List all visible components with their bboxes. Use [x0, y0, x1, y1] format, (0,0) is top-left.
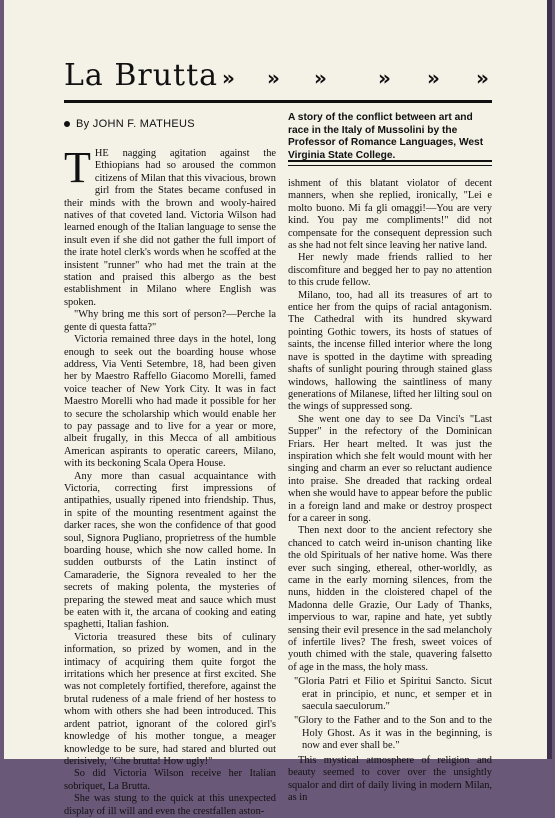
text-column-left [64, 143, 276, 818]
latin-quote: "Gloria Patri et Filio et Spiritui Sancto. Sicut erat in principio, et nunc, et semper et in saecula saeculorum." [294, 676, 492, 713]
dek-rule-thin [288, 165, 492, 166]
chevron-ornament: » [267, 66, 280, 90]
paragraph-text: HE nagging agitation against the Ethiopians had so aroused the common citizens of Milan that this vivacious, brown girl from the States became confused in their minds with the brown and wooly-haired natives of that coveted land. Victoria Wilson had learned enough of the Italian language to sense the insult even if she did not gather the full import of the irate hotel clerk's words when he scoffed at the insistent "runner" who had met the train at the station and praised this albergo as the best establishment in Milano where English was spoken. [64, 148, 276, 308]
drop-cap: T [64, 143, 91, 192]
chevron-ornament: » [222, 66, 235, 90]
text-column-right [288, 178, 492, 804]
chevron-ornament: » [476, 66, 489, 90]
chevron-ornament: » [314, 66, 327, 90]
title-rule [64, 100, 492, 103]
paragraph: So did Victoria Wilson receive her Italian sobriquet, La Brutta. [64, 768, 276, 792]
dek-rule [288, 160, 492, 162]
paragraph: Victoria treasured these bits of culinary information, so prized by women, and in the intimacy of acquiring them quite forgot the irritations which her presence at first excited. She was not completely fortified, therefore, against the brutal rudeness of a male friend of her hostess to whom with others she had been introduced. This ardent patriot, ignorant of the colored girl's knowledge of his mother tongue, a meager knowledge to be sure, had stared and blurted out derisively, "Che brutta! How ugly!" [64, 631, 276, 767]
paragraph: This mystical atmosphere of religion and beauty seemed to cover over the unsightly squalor and dirt of daily living in modern Milan, as in [288, 754, 492, 803]
byline-text: By JOHN F. MATHEUS [76, 118, 195, 130]
bullet-icon [64, 121, 70, 127]
chevron-ornament: » [378, 66, 391, 90]
paragraph: Then next door to the ancient refectory she chanced to catch weird in-unison chanting like the old Spirituals of her native home. Was there ever such singing, ethereal, other-worldly, as came in the early morning silences, from the nuns, hidden in the cloistered chapel of the Madonna delle Grazie, Our Lady of Thanks, impervious to war, rapine and hate, yet subtly sensing their evil presence in the sad melancholy of infertile lives? The fresh, sweet voices of youth chimed with the stale, quavering falsetto of age in the mass, the holy mass. [288, 525, 492, 673]
byline [64, 118, 195, 130]
paragraph: Victoria remained three days in the hotel, long enough to seek out the boarding house whose address, Via Venti Setembre, 18, had been given her by Maestro Raffello Giacomo Morelli, famed voice teacher of New York City. It was in fact Maestro Morelli who had made it possible for her to secure the scholarship which would enable her to pay passage and to live for a year or more, albeit frugally, in this Mecca of all ambitious American aspirants to operatic careers, Milano, with its beckoning Scala Opera House. [64, 334, 276, 470]
binding-edge [547, 0, 552, 759]
paragraph: Her newly made friends rallied to her discomfiture and begged her to pay no attention to this crude fellow. [288, 252, 492, 289]
article-dek: A story of the conflict between art and race in the Italy of Mussolini by the Professor of Romance Languages, West Virginia State College. [288, 112, 484, 161]
chevron-ornament: » [427, 66, 440, 90]
paragraph [64, 143, 276, 309]
paragraph: Any more than casual acquaintance with Victoria, correcting first impressions of antipathies, usually ripened into friendship. Thus, in spite of the mounting resentment against the darker races, she won the confidence of that good soul, Signora Pugliano, proprietress of the humble boarding house, which she now called home. In sudden outbursts of the Latin instinct of Camaraderie, the Signora revealed to her the secrets of making polenta, the mysteries of preparing the stewed meat and sauce which must be eaten with it, the arcana of cooking and eating spaghetti, Italian fashion. [64, 470, 276, 631]
magazine-page [4, 0, 552, 817]
paragraph: ishment of this blatant violator of decent manners, when she replied, ironically, "Lei e molto buono. Mi fa gli omaggi!—You are very kind. You pay me compliments!" did not compensate for the consequent depression such as she had not felt since leaving her native land. [288, 178, 492, 252]
article-title: La Brutta [64, 58, 219, 93]
paragraph: She went one day to see Da Vinci's "Last Supper" in the refectory of the Dominican Friars. Her heart melted. It was just the inspiration which she felt would mount with her singing and charm an ever so reluctant audience into praise. She dreaded that racking ordeal when she would have to appear before the public in a foreign land and make or destroy prospect for a career in song. [288, 413, 492, 524]
paragraph: "Why bring me this sort of person?—Perche la gente di questa fatta?" [64, 309, 276, 333]
paragraph: She was stung to the quick at this unexpected display of ill will and even the crestfallen aston- [64, 793, 276, 817]
paragraph: Milano, too, had all its treasures of art to entice her from the quips of racial antagonism. The Cathedral with its hundred skyward pointing Gothic towers, its hosts of statues of saints, the incense filled interior where the long nave is spotted in the daytime with spreading shafts of sunlight pouring through stained glass windows, hallowing the saintliness of many generations of Milanese, lifted her lilting soul on the wings of suppressed song. [288, 289, 492, 413]
english-quote: "Glory to the Father and to the Son and to the Holy Ghost. As it was in the beginning, is now and ever shall be." [294, 715, 492, 752]
